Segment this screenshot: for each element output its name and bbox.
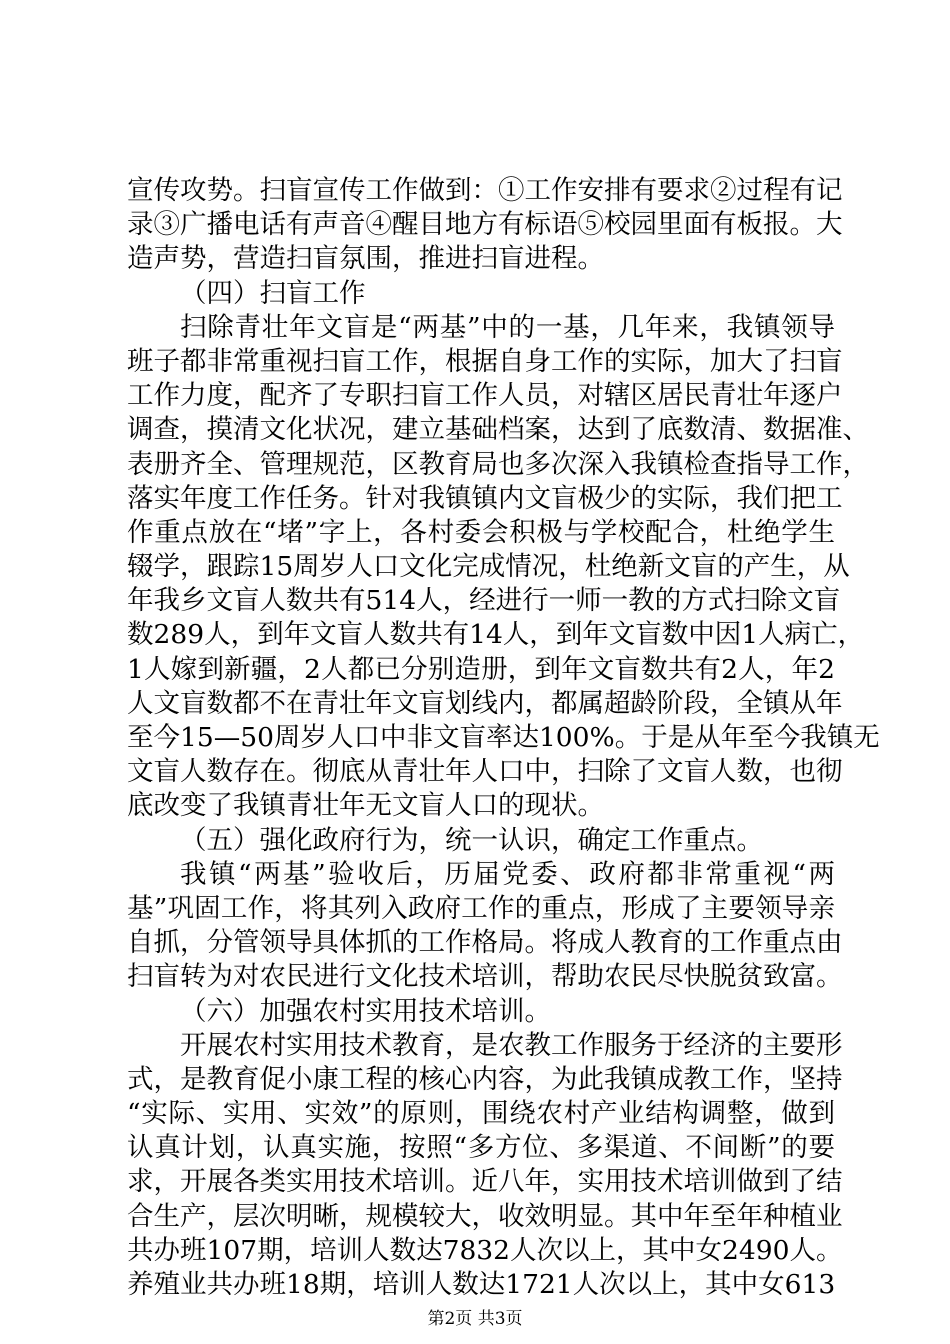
text-line: 工作力度，配齐了专职扫盲工作人员，对辖区居民青壮年逐户 <box>127 380 843 412</box>
text-line: 年我乡文盲人数共有514人，经进行一师一教的方式扫除文盲 <box>127 585 841 617</box>
text-line: 合生产，层次明晰，规模较大，收效明显。其中年至年种植业 <box>127 1200 843 1232</box>
text-line: 扫盲转为对农民进行文化技术培训，帮助农民尽快脱贫致富。 <box>127 961 843 993</box>
text-line: 1人嫁到新疆，2人都已分别造册，到年文盲数共有2人，年2 <box>127 653 835 685</box>
text-line: 数289人，到年文盲人数共有14人，到年文盲数中因1人病亡， <box>127 619 865 651</box>
text-line: “实际、实用、实效”的原则，围绕农村产业结构调整，做到 <box>127 1098 835 1130</box>
document-body <box>127 174 880 1302</box>
text-line: 班子都非常重视扫盲工作，根据自身工作的实际，加大了扫盲 <box>127 345 843 377</box>
text-line: 至今15—50周岁人口中非文盲率达100%。于是从年至今我镇无 <box>127 722 880 753</box>
text-line: 自抓，分管领导具体抓的工作格局。将成人教育的工作重点由 <box>127 927 843 959</box>
page-footer: 第2页 共3页 <box>427 1309 523 1329</box>
text-line: 表册齐全、管理规范，区教育局也多次深入我镇检查指导工作， <box>127 448 869 480</box>
text-line: 开展农村实用技术教育，是农教工作服务于经济的主要形 <box>180 1029 843 1061</box>
text-line: 录③广播电话有声音④醒目地方有标语⑤校园里面有板报。大 <box>127 209 843 241</box>
text-line: （五）强化政府行为，统一认识，确定工作重点。 <box>180 824 763 856</box>
text-line: 我镇“两基”验收后，历届党委、政府都非常重视“两 <box>180 858 835 890</box>
text-line: 宣传攻势。扫盲宣传工作做到：①工作安排有要求②过程有记 <box>127 175 843 206</box>
text-line: 扫除青壮年文盲是“两基”中的一基，几年来，我镇领导 <box>180 311 835 343</box>
text-line: 人文盲数都不在青壮年文盲划线内，都属超龄阶段，全镇从年 <box>127 687 843 719</box>
text-line: 作重点放在“堵”字上，各村委会积极与学校配合，杜绝学生 <box>127 516 835 548</box>
text-line: 辍学，跟踪15周岁人口文化完成情况，杜绝新文盲的产生，从 <box>127 551 850 583</box>
text-line: 认真计划，认真实施，按照“多方位、多渠道、不间断”的要 <box>127 1132 835 1164</box>
text-line: 文盲人数存在。彻底从青壮年人口中，扫除了文盲人数，也彻 <box>127 756 843 788</box>
text-line: 调查，摸清文化状况，建立基础档案，达到了底数清、数据准、 <box>127 414 869 446</box>
text-line: 求，开展各类实用技术培训。近八年，实用技术培训做到了结 <box>127 1166 843 1198</box>
text-line: 共办班107期，培训人数达7832人次以上，其中女2490人。 <box>127 1234 843 1266</box>
text-line: （六）加强农村实用技术培训。 <box>180 995 551 1027</box>
text-line: 底改变了我镇青壮年无文盲人口的现状。 <box>127 790 604 822</box>
text-line: 式，是教育促小康工程的核心内容，为此我镇成教工作，坚持 <box>127 1063 843 1095</box>
text-line: 落实年度工作任务。针对我镇镇内文盲极少的实际，我们把工 <box>127 482 843 514</box>
text-line: 基”巩固工作，将其列入政府工作的重点，形成了主要领导亲 <box>127 892 835 924</box>
text-line: 养殖业共办班18期，培训人数达1721人次以上，其中女613 <box>127 1269 836 1300</box>
text-line: （四）扫盲工作 <box>180 277 366 309</box>
text-line: 造声势，营造扫盲氛围，推进扫盲进程。 <box>127 243 604 275</box>
